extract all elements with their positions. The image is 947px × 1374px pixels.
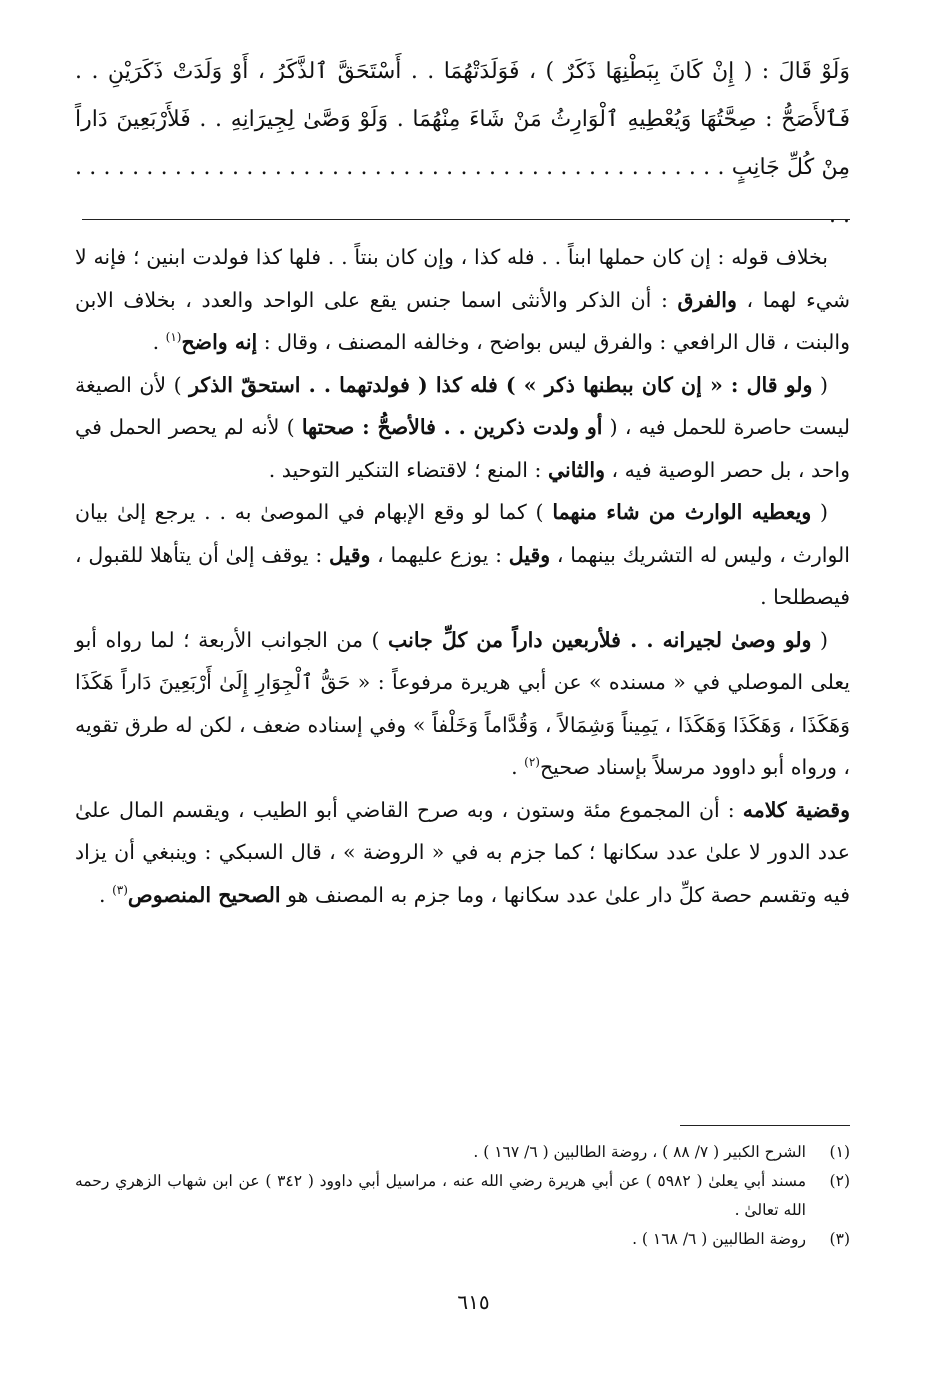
footnote-3: [75, 1225, 850, 1254]
matn-body: وَلَوْ قَالَ : ( إِنْ كَانَ بِبَطْنِهَا ذَكَرٌ ) ، فَوَلَدَتْهُمَا . . أَسْتَحَقَّ ٱلذَّكَرُ ، أَوْ وَلَدَتْ ذَكَرَيْنِ . . فَٱلأَصَحُّ : صِحَّتُهَا وَيُعْطِيهِ ٱلْوَارِثُ مَنْ شَاءَ مِنْهُمَا . وَلَوْ وَصَّىٰ لِجِيرَانِهِ . . فَلأَرْبَعِينَ دَاراً مِنْ كُلِّ جَانِبٍ .: [75, 59, 850, 180]
footnote-text: الشرح الكبير ( ٧/ ٨٨ ) ، روضة الطالبين ( ٦/ ١٦٧ ) .: [473, 1143, 806, 1161]
commentary-paragraph-5: وقضية كلامه : أن المجموع مئة وستون ، وبه صرح القاضي أبو الطيب ، ويقسم المال علىٰ عدد الدور لا علىٰ عدد سكانها ؛ كما جزم به في « الروضة » ، قال السبكي : وينبغي أن يزاد فيه وتقسم حصة كلِّ دار علىٰ عدد سكانها ، وما جزم به المصنف هو الصحيح المنصوص$^{(٣)}$ .: [75, 797, 850, 907]
footnote-number: (٢): [829, 1172, 850, 1190]
commentary-paragraph-4: ( ولو وصىٰ لجيرانه . . فلأربعين داراً من كلِّ جانب ) من الجوانب الأربعة ؛ لما رواه أبو يعلى الموصلي في « مسنده » عن أبي هريرة مرفوعاً : « حَقُّ ٱلْجِوَارِ إِلَىٰ أَرْبَعِينَ دَاراً هَكَذَا وَهَكَذَا ، وَهَكَذَا وَهَكَذَا ، يَمِيناً وَشِمَالاً ، وَقُدَّاماً وَخَلْفاً » وفي إسناده ضعف ، لكن له طرق تقويه ، ورواه أبو داوود مرسلاً بإسناد صحيح$^{(٢)}$ .: [75, 627, 850, 779]
footnote-ref-1[interactable]: (١): [165, 330, 182, 345]
footnote-divider: [680, 1125, 850, 1126]
footnote-1: [75, 1138, 850, 1167]
commentary-paragraph-2: ( ولو قال : « إن كان ببطنها ذكر » ) فله كذا ( فولدتهما . . استحقّ الذكر ) لأن الصيغة ليست حاصرة للحمل فيه ، ( أو ولدت ذكرين . . فالأصحُّ : صحتها ) لأنه لم يحصر الحمل في واحد ، بل حصر الوصية فيه ، والثاني : المنع ؛ لاقتضاء التنكير التوحيد .: [75, 372, 850, 482]
footnote-number: (١): [829, 1143, 850, 1161]
footnote-2: [75, 1167, 850, 1225]
footnote-text: مسند أبي يعلىٰ ( ٥٩٨٢ ) عن أبي هريرة رضي الله عنه ، مراسيل أبي داوود ( ٣٤٢ ) عن ابن شهاب الزهري رحمه الله تعالىٰ .: [75, 1172, 806, 1219]
commentary-paragraph-1: بخلاف قوله : إن كان حملها ابناً . . فله كذا ، وإن كان بنتاً . . فلها كذا فولدت ابنين ؛ فإنه لا شيء لهما ، والفرق : أن الذكر والأنثى اسما جنس يقع على الواحد والعدد ، بخلاف الابن والبنت ، قال الرافعي : والفرق ليس بواضح ، وخالفه المصنف ، وقال : إنه واضح$^{(١)}$ .: [75, 245, 850, 354]
footnote-number: (٣): [829, 1230, 850, 1248]
commentary: [75, 236, 850, 916]
footnotes: [75, 1138, 850, 1254]
footnote-ref-2[interactable]: (٢): [524, 755, 540, 770]
matn-text: [75, 48, 850, 240]
footnote-ref-3[interactable]: (٣): [112, 882, 128, 897]
page-number: ٦١٥: [457, 1290, 490, 1314]
commentary-paragraph-3: ( ويعطيه الوارث من شاء منهما ) كما لو وقع الإبهام في الموصىٰ به . . يرجع إلىٰ بيان الوارث ، وليس له التشريك بينهما ، وقيل : يوزع عليهما ، وقيل : يوقف إلىٰ أن يتأهلا للقبول ، فيصطلحا .: [75, 500, 850, 609]
matn-divider: [82, 219, 850, 220]
footnote-text: روضة الطالبين ( ٦/ ١٦٨ ) .: [632, 1230, 806, 1248]
matn-dots: . . . . . . . . . . . . . . . . . . . . . . . . . . . . . . . . . . . . . . . . . . . . . . .: [75, 155, 850, 228]
